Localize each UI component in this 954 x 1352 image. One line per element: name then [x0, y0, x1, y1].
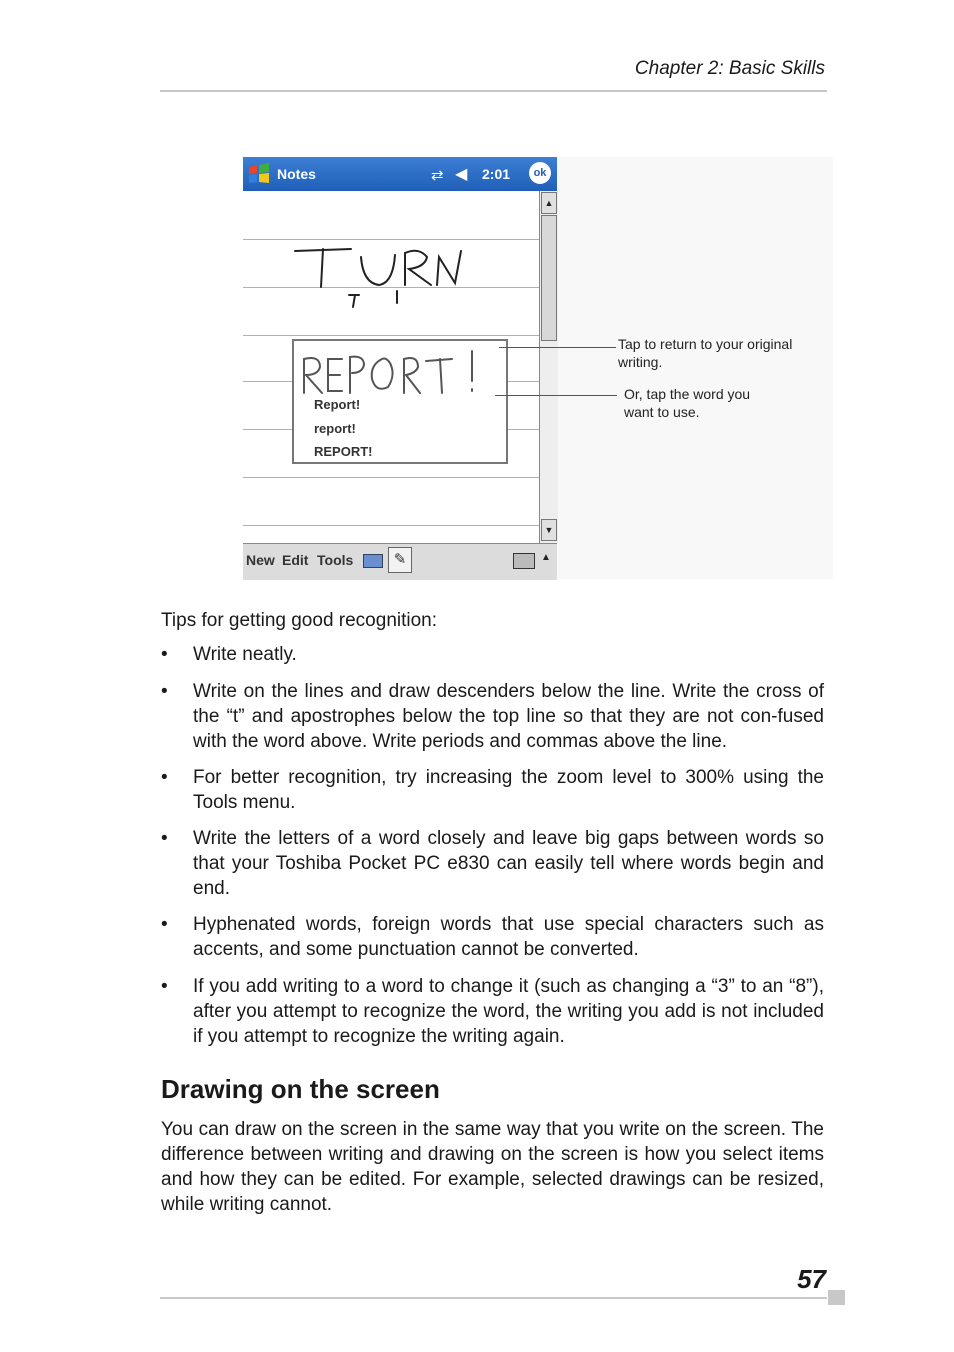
scroll-up-icon[interactable]: ▲: [541, 192, 557, 214]
scroll-thumb[interactable]: [541, 215, 557, 341]
callout-line-original: [499, 347, 616, 348]
tips-intro: Tips for getting good recognition:: [161, 610, 438, 631]
section-heading: Drawing on the screen: [161, 1074, 440, 1104]
tip-item: Hyphenated words, foreign words that use special characters such as accents, and some punctuation cannot be converted.: [193, 914, 824, 960]
popup-option[interactable]: REPORT!: [314, 444, 373, 459]
scroll-down-icon[interactable]: ▼: [541, 519, 557, 541]
callout-line-word: [495, 395, 617, 396]
popup-option[interactable]: report!: [314, 421, 356, 436]
notes-screenshot-figure: [243, 157, 833, 579]
header-rule: [160, 90, 827, 92]
bullet-icon: •: [161, 644, 168, 665]
pen-icon[interactable]: ✎: [388, 547, 412, 573]
windows-flag-icon[interactable]: [247, 163, 271, 185]
input-menu-arrow-icon[interactable]: ▲: [541, 552, 551, 563]
keyboard-icon[interactable]: [513, 553, 535, 569]
tip-item: Write neatly.: [193, 644, 297, 665]
callout-tap-word: Or, tap the word you want to use.: [624, 386, 751, 420]
title-bar: [243, 157, 557, 191]
tip-item: For better recognition, try increasing the zoom level to 300% using the Tools menu.: [193, 767, 824, 813]
bullet-icon: •: [161, 681, 168, 702]
app-title: Notes: [277, 166, 316, 182]
note-writing-area[interactable]: [243, 191, 539, 543]
tip-item: Write the letters of a word closely and leave big gaps between words so that your Toshiba Pocket PC e830 can easily tell where words begin and end.: [193, 828, 824, 899]
recognition-popup[interactable]: [292, 339, 508, 464]
bullet-icon: •: [161, 914, 168, 935]
footer-rule: [160, 1297, 827, 1299]
callout-original-writing: Tap to return to your original writing.: [618, 336, 793, 370]
bullet-icon: •: [161, 767, 168, 788]
popup-option[interactable]: Report!: [314, 397, 361, 412]
pocket-pc-screen: [243, 157, 557, 579]
tip-item: If you add writing to a word to change it (such as changing a “3” to an “8”), after you attempt to recognize the word, the writing you add is not included if you attempt to recognize the writing again.: [193, 976, 824, 1047]
menu-new[interactable]: New: [246, 552, 275, 568]
footer-tab-decoration: [828, 1290, 845, 1305]
vertical-scrollbar[interactable]: [539, 191, 558, 543]
ok-button[interactable]: ok: [529, 162, 551, 184]
tip-item: Write on the lines and draw descenders below the line. Write the cross of the “t” and apostrophes below the top line so that they are not con-fused with the word above. Write periods and commas above the line.: [193, 681, 824, 752]
section-body: You can draw on the screen in the same way that you write on the screen. The difference between writing and drawing on the screen is how you select items and how they can be edited. For example, selected drawings can be resized, while writing cannot.: [161, 1119, 824, 1215]
menu-bar: [243, 543, 557, 580]
recorder-icon[interactable]: [363, 554, 383, 568]
report-handwriting-ink: [296, 343, 508, 403]
menu-tools[interactable]: Tools: [317, 552, 354, 568]
bullet-icon: •: [161, 828, 168, 849]
speaker-mute-icon[interactable]: ◀: [455, 166, 468, 183]
clock[interactable]: 2:01: [482, 166, 511, 182]
page-number: 57: [797, 1264, 826, 1294]
connectivity-icon[interactable]: ⇄: [431, 167, 444, 184]
chapter-title: Chapter 2: Basic Skills: [634, 58, 825, 79]
bullet-icon: •: [161, 976, 168, 997]
menu-edit[interactable]: Edit: [282, 552, 309, 568]
